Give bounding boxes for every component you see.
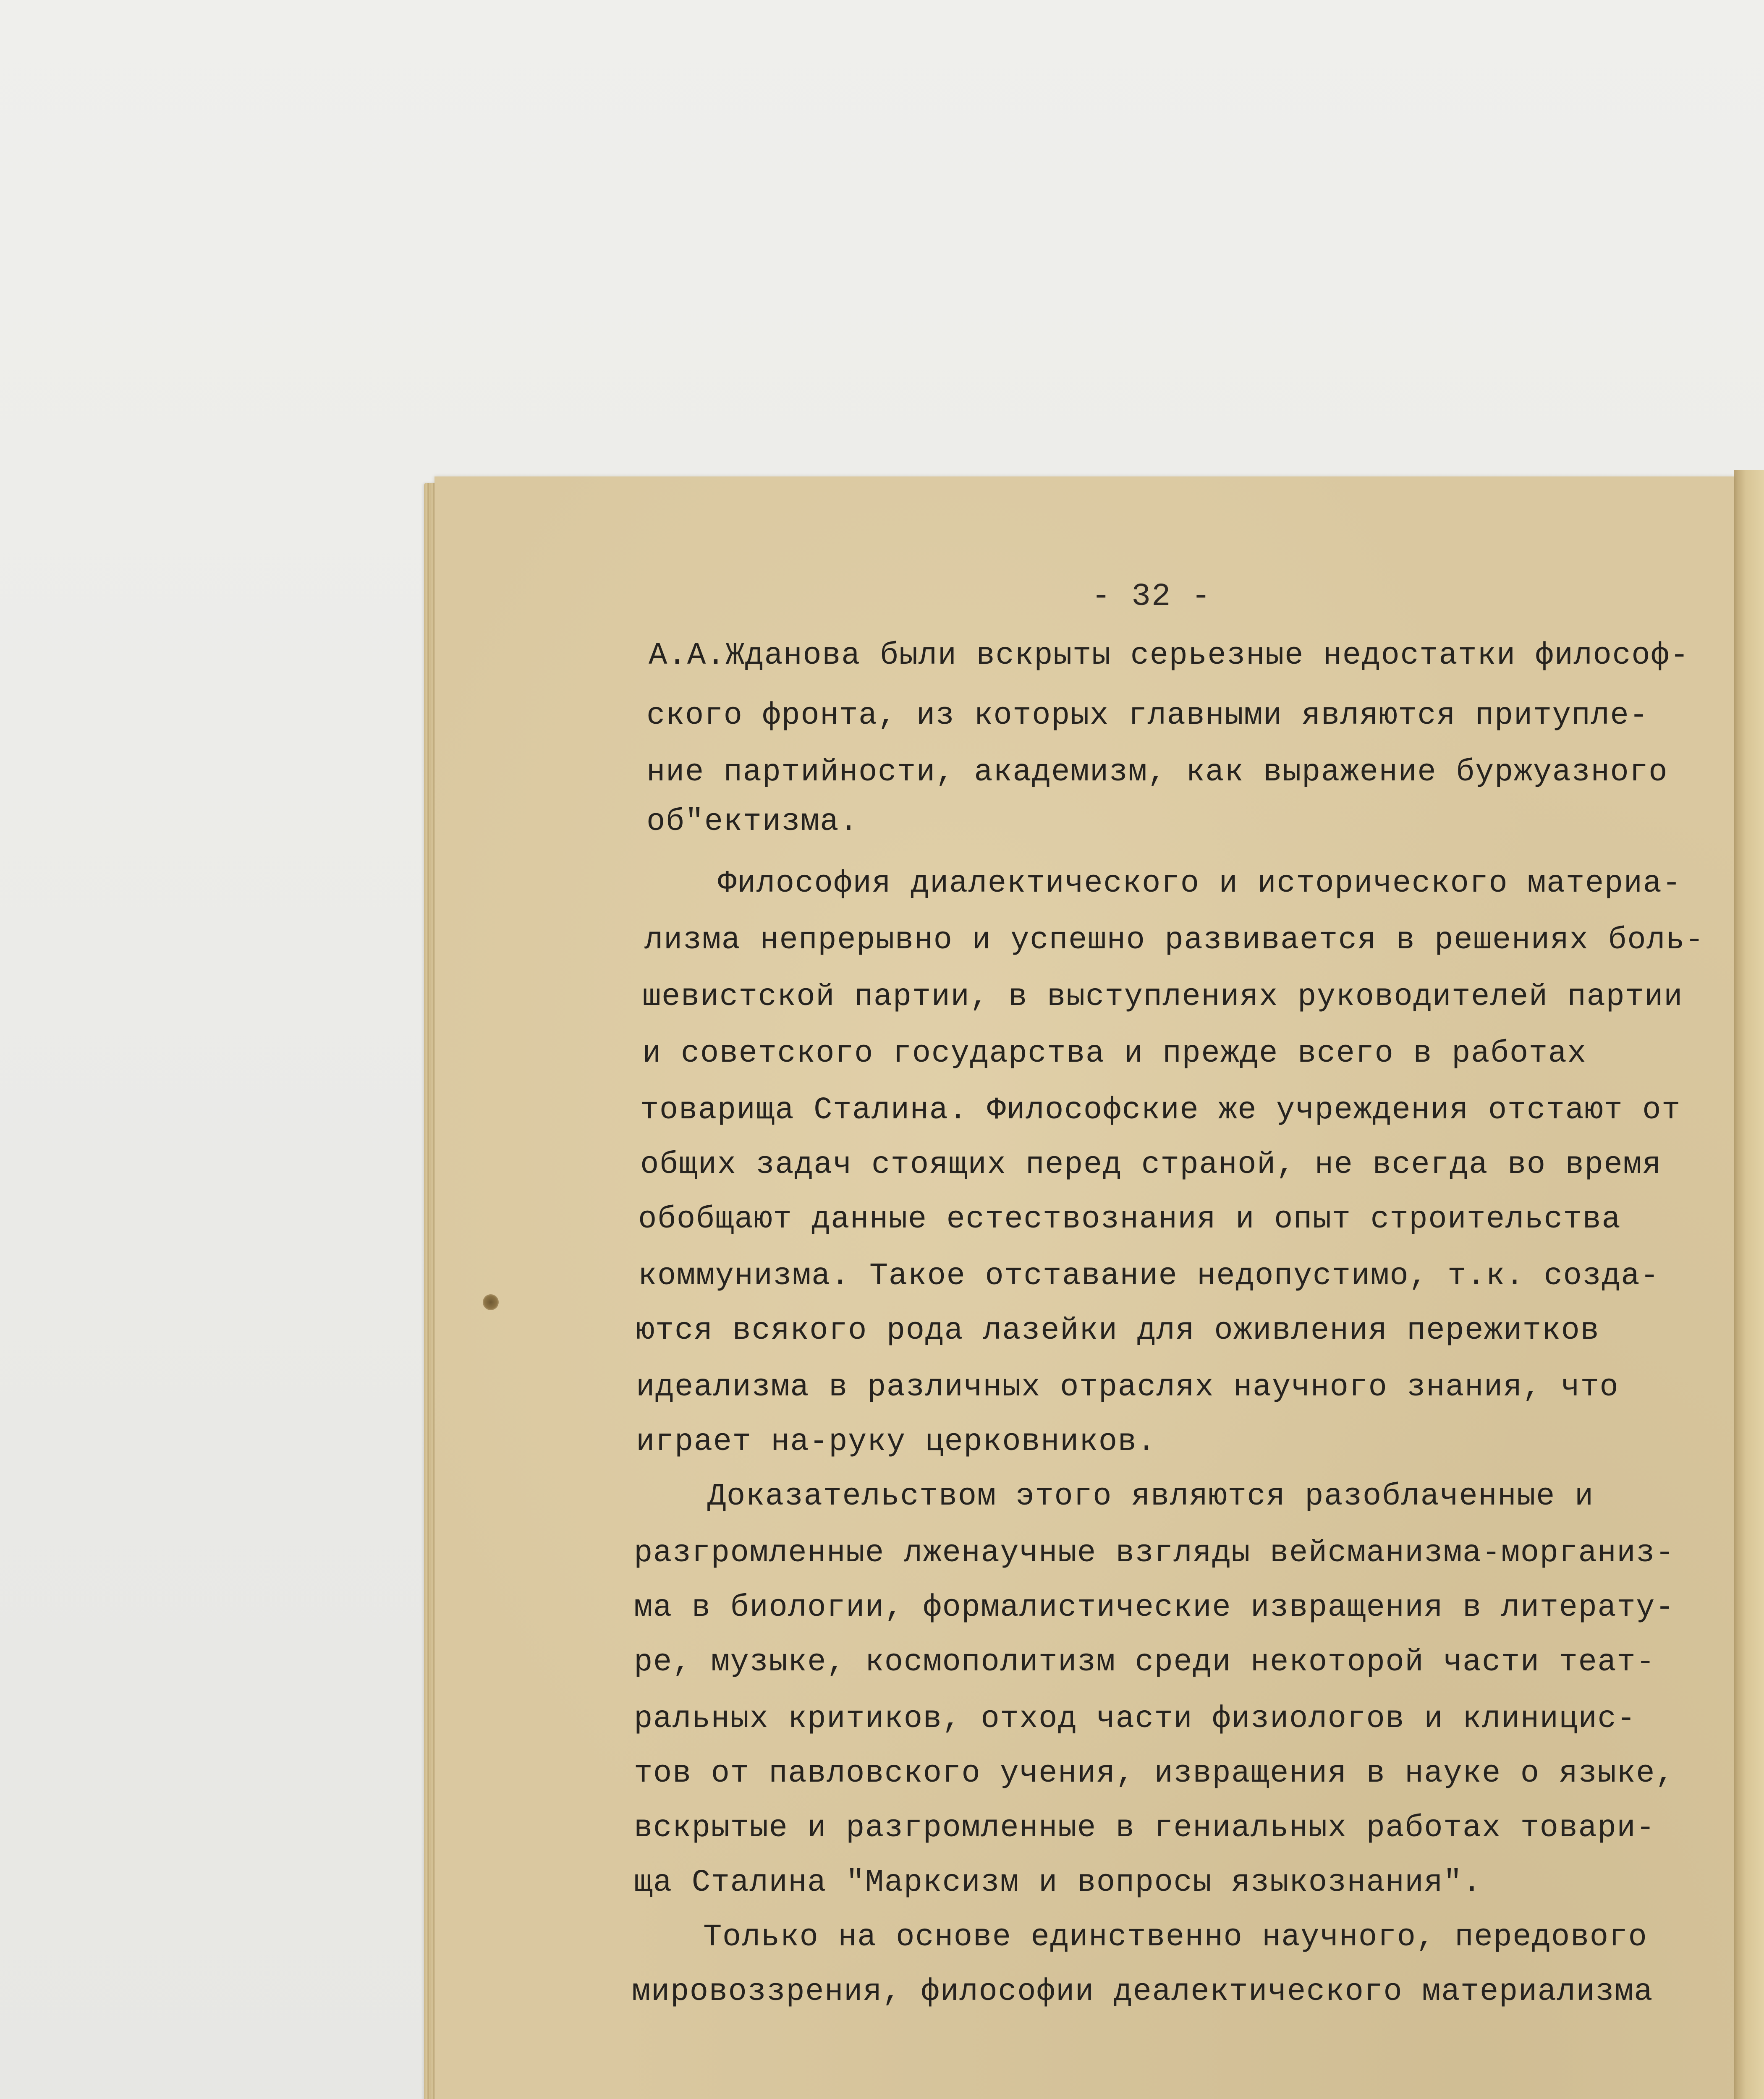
binding-hole-mark xyxy=(483,1294,499,1310)
text-line: лизма непрерывно и успешно развивается в решениях боль- xyxy=(644,923,1704,958)
text-line: шевистской партии, в выступлениях руководителей партии xyxy=(642,979,1683,1015)
text-line: А.А.Жданова были вскрыты серьезные недостатки философ- xyxy=(649,638,1689,673)
text-line: ща Сталина "Марксизм и вопросы языкознания". xyxy=(634,1865,1482,1900)
text-line: разгромленные лженаучные взгляды вейсманизма-морганиз- xyxy=(634,1536,1675,1571)
text-line: играет на-руку церковников. xyxy=(636,1424,1157,1460)
text-line: Философия диалектического и исторического материа- xyxy=(718,866,1682,901)
text-line: и советского государства и прежде всего в работах xyxy=(642,1036,1587,1071)
text-line: коммунизма. Такое отставание недопустимо, т.к. созда- xyxy=(638,1259,1660,1294)
text-line: ма в биологии, формалистические извращения в литерату- xyxy=(634,1590,1675,1625)
text-line: тов от павловского учения, извращения в науке о языке, xyxy=(634,1756,1675,1791)
text-line: ние партийности, академизм, как выражение буржуазного xyxy=(646,755,1668,790)
binding-strip xyxy=(1734,470,1764,2099)
text-line: обобщают данные естествознания и опыт строительства xyxy=(638,1202,1621,1237)
text-line: Доказательством этого являются разоблаченные и xyxy=(707,1479,1594,1514)
page-number: - 32 - xyxy=(1091,578,1212,615)
text-line: Только на основе единственно научного, передового xyxy=(703,1920,1648,1955)
text-line: ского фронта, из которых главными являются притупле- xyxy=(646,698,1649,733)
text-line: ре, музыке, космополитизм среди некоторой части теат- xyxy=(634,1645,1656,1680)
text-line: вскрытые и разгромленные в гениальных работах товари- xyxy=(634,1811,1656,1846)
text-line: об"ектизма. xyxy=(646,804,858,840)
text-line: товарища Сталина. Философские же учреждения отстают от xyxy=(640,1093,1681,1128)
text-line: мировоззрения, философии деалектического материализма xyxy=(632,1974,1654,2010)
text-line: идеализма в различных отраслях научного знания, что xyxy=(636,1370,1619,1405)
text-line: общих задач стоящих перед страной, не всегда во время xyxy=(640,1147,1662,1183)
text-line: ральных критиков, отход части физиологов и клиницис- xyxy=(634,1701,1636,1737)
text-line: ются всякого рода лазейки для оживления пережитков xyxy=(636,1313,1600,1348)
